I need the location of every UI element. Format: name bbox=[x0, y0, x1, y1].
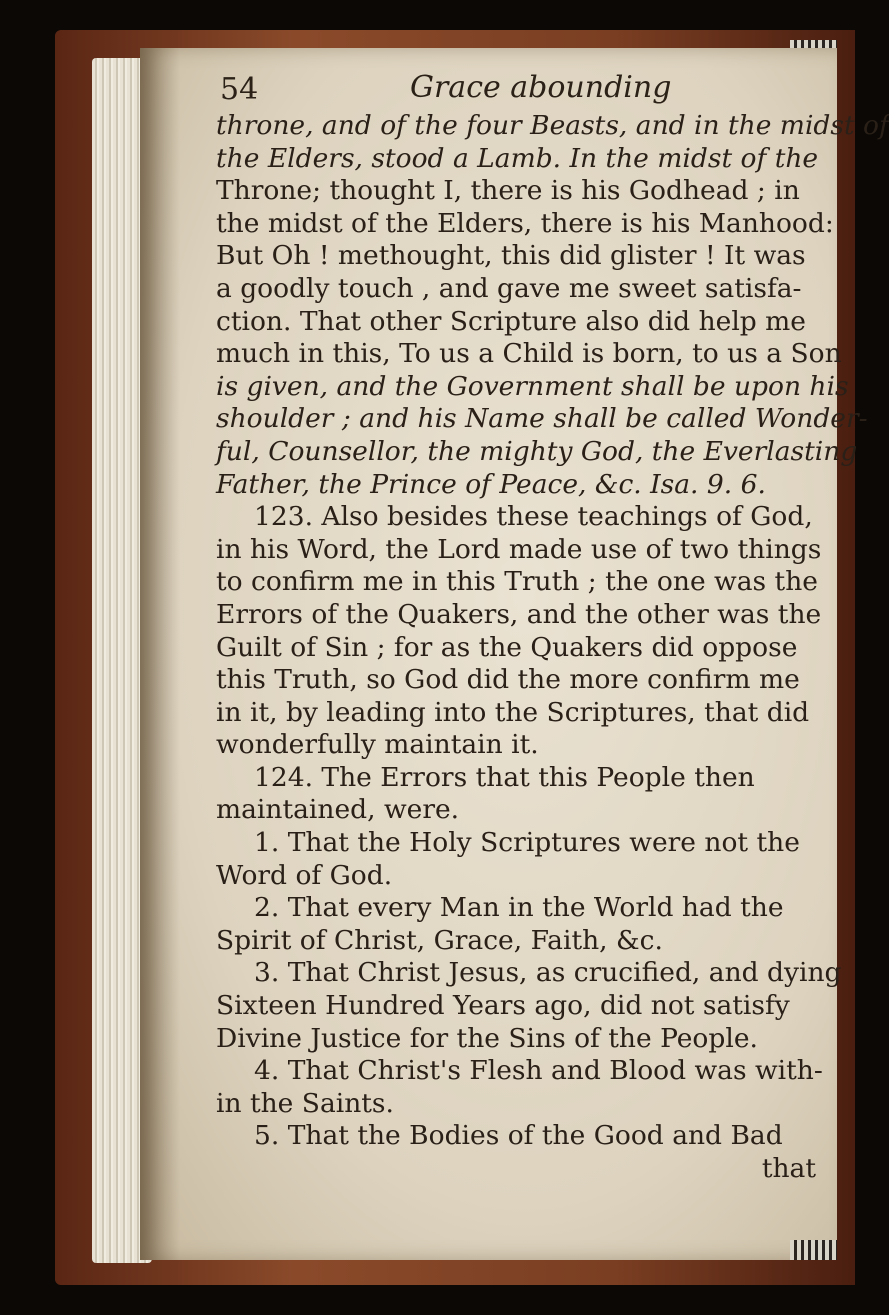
text-line: Guilt of Sin ; for as the Quakers did oppose bbox=[216, 631, 798, 663]
text-line: shoulder ; and his Name shall be called Wonder- bbox=[216, 403, 868, 435]
text-line: is given, and the Government shall be upon his bbox=[216, 370, 849, 402]
text-line: Word of God. bbox=[216, 859, 393, 891]
text-line: 124. The Errors that this People then bbox=[254, 761, 755, 793]
text-line: in the Saints. bbox=[216, 1087, 394, 1119]
book-page bbox=[140, 48, 889, 1260]
text-line: to confirm me in this Truth ; the one was the bbox=[216, 566, 818, 598]
text-line: 2. That every Man in the World had the bbox=[254, 892, 784, 924]
text-line: ction. That other Scripture also did help me bbox=[216, 305, 806, 337]
text-line: Divine Justice for the Sins of the People. bbox=[216, 1022, 758, 1054]
bottom-clasp bbox=[790, 1240, 837, 1260]
text-line: But Oh ! methought, this did glister ! It was bbox=[216, 240, 806, 272]
text-line: Sixteen Hundred Years ago, did not satisfy bbox=[216, 990, 790, 1022]
text-line: much in this, To us a Child is born, to us a Son bbox=[216, 338, 842, 370]
text-line: 3. That Christ Jesus, as crucified, and dying bbox=[254, 957, 842, 989]
text-line: that bbox=[761, 1153, 816, 1184]
text-line: 1. That the Holy Scriptures were not the bbox=[254, 827, 800, 859]
page-number: 54 bbox=[220, 72, 259, 107]
text-line: this Truth, so God did the more confirm me bbox=[216, 664, 800, 696]
text-line: maintained, were. bbox=[216, 794, 460, 826]
page-header bbox=[220, 70, 740, 114]
text-line: throne, and of the four Beasts, and in the midst of bbox=[216, 110, 889, 141]
text-line: a goodly touch , and gave me sweet satisfa- bbox=[216, 272, 802, 304]
text-line: in his Word, the Lord made use of two things bbox=[216, 533, 822, 565]
page-text bbox=[216, 110, 889, 1186]
text-line: Spirit of Christ, Grace, Faith, &c. bbox=[216, 924, 663, 956]
text-line: Throne; thought I, there is his Godhead ; in bbox=[216, 175, 800, 207]
text-line: wonderfully maintain it. bbox=[216, 729, 539, 761]
text-line: in it, by leading into the Scriptures, that did bbox=[216, 696, 810, 728]
running-head: Grace abounding bbox=[410, 70, 672, 105]
text-line: the Elders, stood a Lamb. In the midst of the bbox=[216, 142, 819, 174]
text-line: 123. Also besides these teachings of God, bbox=[254, 501, 813, 533]
text-line: Father, the Prince of Peace, &c. Isa. 9. 6. bbox=[216, 468, 766, 500]
text-line: ful, Counsellor, the mighty God, the Everlasting bbox=[216, 435, 858, 467]
text-line: the midst of the Elders, there is his Manhood: bbox=[216, 207, 834, 239]
text-line: Errors of the Quakers, and the other was the bbox=[216, 598, 822, 630]
page-gutter-shadow bbox=[140, 48, 180, 1260]
text-line: 4. That Christ's Flesh and Blood was with- bbox=[254, 1055, 823, 1087]
text-line: 5. That the Bodies of the Good and Bad bbox=[254, 1120, 783, 1152]
